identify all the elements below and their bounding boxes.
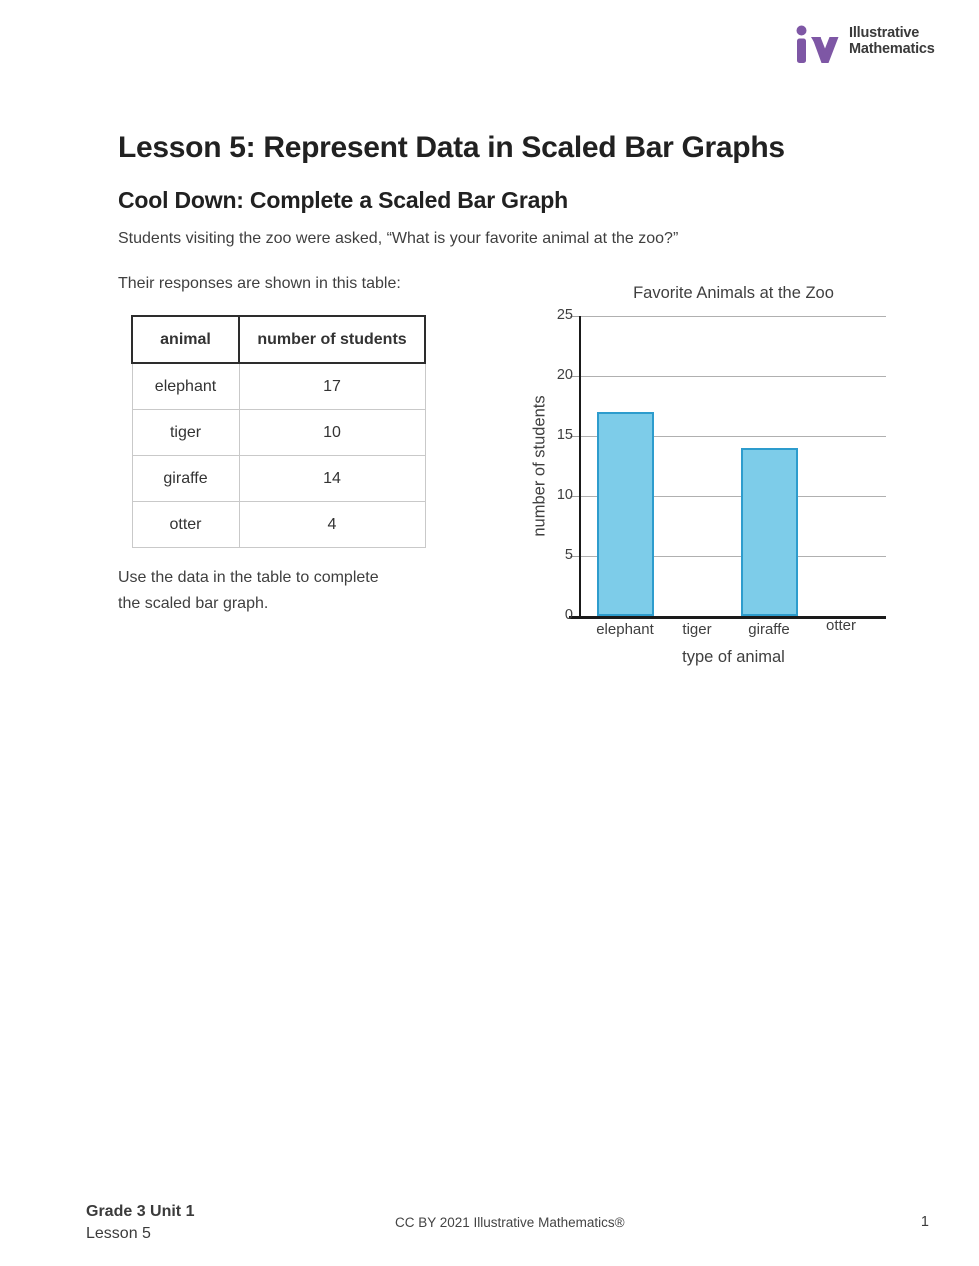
bar-elephant [597,412,654,616]
y-tick-label: 25 [556,307,573,323]
x-axis-label: type of animal [682,648,785,666]
table-row [132,456,425,502]
x-category-label: otter [825,617,856,634]
x-category-label: elephant [596,621,654,638]
logo-brand-line2: Mathematics [849,40,935,57]
table-row [132,502,425,548]
footer-left [86,1201,194,1245]
table-lead-text: Their responses are shown in this table: [118,275,401,292]
table-cell: giraffe [132,456,239,502]
table-cell: tiger [132,410,239,456]
question-text: Students visiting the zoo were asked, “What is your favorite animal at the zoo?” [118,230,679,247]
y-tick-label: 10 [556,487,573,503]
table-cell: elephant [132,363,239,410]
logo-brand-line1: Illustrative [849,25,920,41]
instruction-line2: the scaled bar graph. [118,595,269,612]
table-header-cell: number of students [239,316,425,363]
gridline [581,316,886,317]
footer-page-number: 1 [920,1214,929,1230]
y-tick-label: 0 [564,607,573,623]
y-tick-label: 15 [556,427,573,443]
lesson-title: Lesson 5: Represent Data in Scaled Bar Graphs [118,131,785,164]
table-row [132,363,425,410]
y-axis-label: number of students [530,395,549,537]
table-header-cell: animal [132,316,239,363]
instruction-line1: Use the data in the table to complete [118,569,379,586]
responses-table [131,315,426,548]
table-cell: 17 [239,363,425,410]
y-tick-label: 20 [556,367,573,383]
x-category-label: giraffe [748,621,790,638]
logo-wordmark [849,23,935,57]
table-cell: otter [132,502,239,548]
bar-giraffe [741,448,798,616]
gridline [581,376,886,377]
y-axis-line [579,316,581,617]
im-logo [795,23,935,65]
table-row [132,410,425,456]
chart-plot-area [556,307,886,638]
cooldown-title: Cool Down: Complete a Scaled Bar Graph [118,187,568,213]
x-category-label: tiger [682,621,712,638]
table-header-row [132,316,425,363]
footer-license: CC BY 2021 Illustrative Mathematics® [395,1215,625,1230]
instruction-text [118,565,448,617]
footer-course: Grade 3 Unit 1 [86,1203,195,1220]
footer-lesson: Lesson 5 [86,1225,151,1242]
im-logo-icon [795,23,842,65]
table-cell: 4 [239,502,425,548]
chart-title: Favorite Animals at the Zoo [633,284,834,302]
table-cell: 10 [239,410,425,456]
y-tick-label: 5 [564,547,573,563]
table-cell: 14 [239,456,425,502]
